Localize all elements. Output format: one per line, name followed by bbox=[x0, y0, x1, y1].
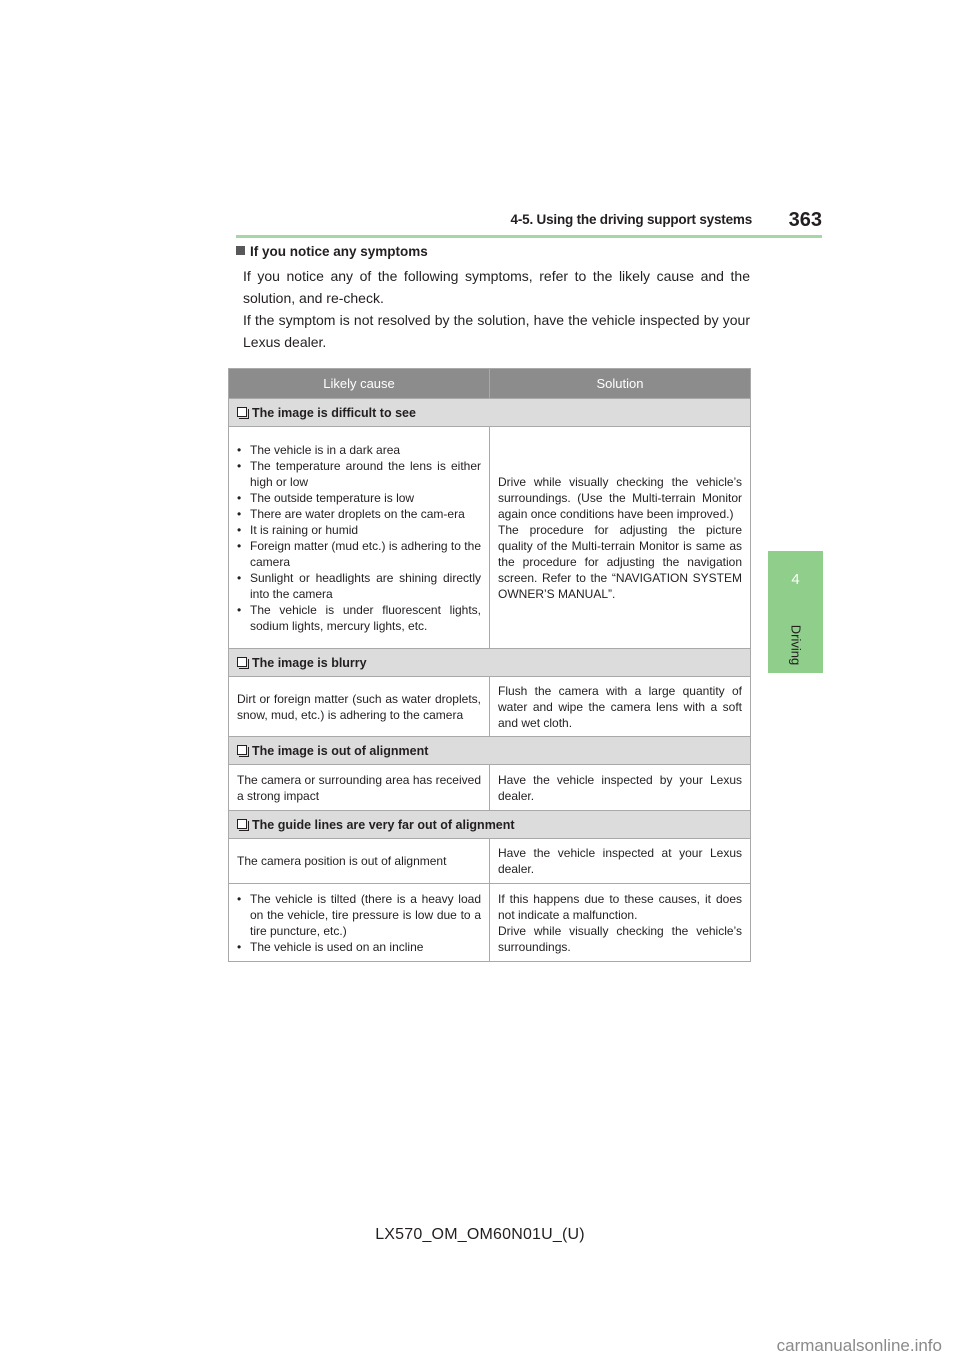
group-title-text: The image is difficult to see bbox=[252, 405, 416, 420]
symptoms-heading-text: If you notice any symptoms bbox=[250, 244, 428, 259]
checkbox-icon bbox=[237, 657, 247, 667]
group-row bbox=[229, 811, 751, 839]
manual-code-footer: LX570_OM_OM60N01U_(U) bbox=[375, 1226, 585, 1243]
checkbox-icon bbox=[237, 407, 247, 417]
solution-cell bbox=[490, 677, 751, 737]
cause-item: • The vehicle is tilted (there is a heavy load on the vehicle, tire pressure is low due to a tire puncture, etc.) bbox=[237, 891, 481, 939]
solution-cell bbox=[490, 765, 751, 811]
cause-item: • The vehicle is used on an incline bbox=[237, 939, 481, 955]
likely-cause-cell: The camera or surrounding area has received a strong impact bbox=[229, 765, 490, 811]
table-row bbox=[229, 839, 751, 884]
likely-cause-cell: The camera position is out of alignment bbox=[229, 839, 490, 884]
symptoms-heading bbox=[236, 244, 750, 259]
page-number: 363 bbox=[788, 209, 822, 231]
solution-cell bbox=[490, 884, 751, 962]
group-title-text: The image is blurry bbox=[252, 655, 367, 670]
group-row bbox=[229, 737, 751, 765]
checkbox-icon bbox=[237, 819, 247, 829]
solution-line: Have the vehicle inspected at your Lexus dealer. bbox=[498, 846, 742, 876]
cause-item: • The vehicle is under fluorescent lights, sodium lights, mercury lights, etc. bbox=[237, 602, 481, 634]
intro-paragraph-1: If you notice any of the following symptoms, refer to the likely cause and the solution, and re-check. bbox=[243, 268, 750, 306]
table-row bbox=[229, 677, 751, 737]
cause-item: • There are water droplets on the cam-era bbox=[237, 506, 481, 522]
likely-cause-cell bbox=[229, 427, 490, 649]
cause-item: • The outside temperature is low bbox=[237, 490, 481, 506]
table-row bbox=[229, 765, 751, 811]
cause-item: • It is raining or humid bbox=[237, 522, 481, 538]
group-title bbox=[229, 649, 751, 677]
likely-cause-cell: Dirt or foreign matter (such as water droplets, snow, mud, etc.) is adhering to the camera bbox=[229, 677, 490, 737]
cause-item: • Sunlight or headlights are shining directly into the camera bbox=[237, 570, 481, 602]
page-header bbox=[236, 198, 822, 238]
cause-list bbox=[237, 442, 481, 634]
chapter-label: Driving bbox=[788, 624, 804, 666]
column-header-solution: Solution bbox=[490, 369, 751, 399]
checkbox-icon bbox=[237, 745, 247, 755]
solution-line: Flush the camera with a large quantity of water and wipe the camera lens with a soft and wet cloth. bbox=[498, 683, 742, 730]
solution-line: Drive while visually checking the vehicle’s surroundings. (Use the Multi-terrain Monitor again once conditions have been improved.) bbox=[498, 474, 742, 521]
table-row bbox=[229, 884, 751, 962]
group-title-text: The guide lines are very far out of alignment bbox=[252, 817, 515, 832]
solution-line: Have the vehicle inspected by your Lexus dealer. bbox=[498, 772, 742, 803]
section-title: 4-5. Using the driving support systems bbox=[510, 212, 752, 227]
heading-square-icon bbox=[236, 246, 245, 255]
watermark: carmanualsonline.info bbox=[776, 1336, 942, 1355]
cause-list bbox=[237, 891, 481, 955]
group-title-text: The image is out of alignment bbox=[252, 743, 429, 758]
symptoms-table bbox=[228, 368, 751, 962]
group-title bbox=[229, 811, 751, 839]
solution-line: The procedure for adjusting the picture quality of the Multi-terrain Monitor is same as the procedure for adjusting the navigation screen. Refer to the “NAVIGATION SYSTEM OWNER’S MANUAL”. bbox=[498, 522, 742, 601]
solution-cell bbox=[490, 839, 751, 884]
solution-line: If this happens due to these causes, it does not indicate a malfunction. bbox=[498, 891, 742, 922]
cause-item: • The temperature around the lens is either high or low bbox=[237, 458, 481, 490]
likely-cause-cell bbox=[229, 884, 490, 962]
chapter-number: 4 bbox=[791, 571, 800, 588]
solution-line: Drive while visually checking the vehicle’s surroundings. bbox=[498, 923, 742, 954]
cause-item: • Foreign matter (mud etc.) is adhering to the camera bbox=[237, 538, 481, 570]
group-title bbox=[229, 399, 751, 427]
column-header-likely-cause: Likely cause bbox=[229, 369, 490, 399]
cause-item: • The vehicle is in a dark area bbox=[237, 442, 481, 458]
intro-section bbox=[236, 244, 750, 353]
group-title bbox=[229, 737, 751, 765]
solution-cell bbox=[490, 427, 751, 649]
table-row bbox=[229, 427, 751, 649]
group-row bbox=[229, 399, 751, 427]
header-rule bbox=[236, 235, 822, 238]
table-header-row bbox=[229, 369, 751, 399]
intro-paragraph-2: If the symptom is not resolved by the solution, have the vehicle inspected by your Lexus dealer. bbox=[243, 312, 750, 350]
group-row bbox=[229, 649, 751, 677]
